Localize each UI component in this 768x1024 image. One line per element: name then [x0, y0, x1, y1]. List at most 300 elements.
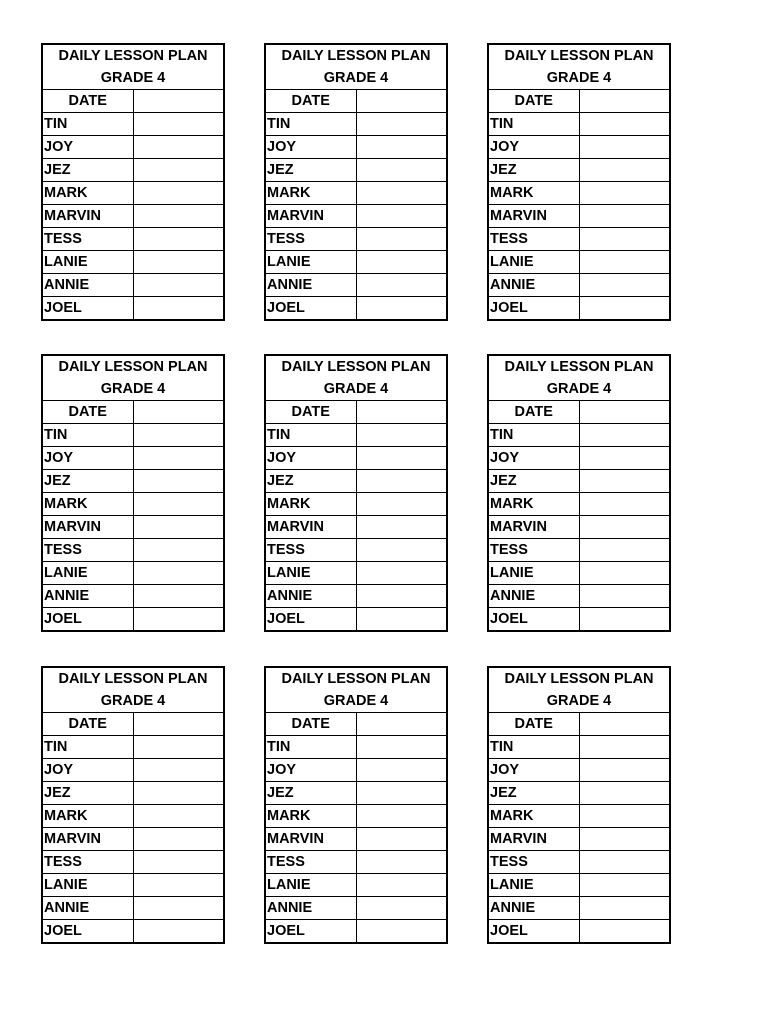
- plan-title: DAILY LESSON PLAN: [42, 667, 224, 690]
- student-name: ANNIE: [265, 274, 356, 297]
- grade-row: [265, 690, 447, 713]
- lesson-plan-table: [41, 354, 225, 632]
- student-entry-cell[interactable]: [356, 470, 447, 493]
- student-row: [488, 424, 670, 447]
- student-entry-cell[interactable]: [133, 136, 224, 159]
- student-row: [488, 828, 670, 851]
- student-entry-cell[interactable]: [356, 759, 447, 782]
- student-entry-cell[interactable]: [133, 470, 224, 493]
- student-name: TIN: [265, 113, 356, 136]
- date-value-cell[interactable]: [356, 713, 447, 736]
- student-entry-cell[interactable]: [579, 205, 670, 228]
- student-row: [265, 136, 447, 159]
- student-row: [265, 447, 447, 470]
- student-name: TESS: [42, 228, 133, 251]
- student-row: [265, 516, 447, 539]
- student-row: [488, 608, 670, 632]
- student-entry-cell[interactable]: [579, 297, 670, 321]
- student-entry-cell[interactable]: [356, 182, 447, 205]
- student-name: TESS: [265, 539, 356, 562]
- student-row: [265, 874, 447, 897]
- student-name: LANIE: [265, 251, 356, 274]
- student-name: TESS: [488, 228, 579, 251]
- student-row: [42, 447, 224, 470]
- student-entry-cell[interactable]: [356, 562, 447, 585]
- student-entry-cell[interactable]: [133, 228, 224, 251]
- student-row: [265, 851, 447, 874]
- student-row: [488, 539, 670, 562]
- grade-label: GRADE 4: [265, 67, 447, 90]
- grade-row: [488, 378, 670, 401]
- student-row: [488, 851, 670, 874]
- date-value-cell[interactable]: [579, 713, 670, 736]
- student-row: [265, 562, 447, 585]
- student-row: [42, 182, 224, 205]
- student-row: [42, 736, 224, 759]
- student-row: [42, 424, 224, 447]
- student-row: [488, 782, 670, 805]
- lesson-plan-table: [264, 666, 448, 944]
- student-name: MARK: [488, 182, 579, 205]
- grade-row: [42, 67, 224, 90]
- title-row: [488, 44, 670, 67]
- student-entry-cell[interactable]: [579, 424, 670, 447]
- student-entry-cell[interactable]: [133, 874, 224, 897]
- student-entry-cell[interactable]: [356, 447, 447, 470]
- student-entry-cell[interactable]: [579, 113, 670, 136]
- student-name: LANIE: [488, 562, 579, 585]
- student-row: [265, 493, 447, 516]
- student-entry-cell[interactable]: [356, 516, 447, 539]
- student-entry-cell[interactable]: [579, 585, 670, 608]
- student-row: [265, 736, 447, 759]
- student-row: [42, 920, 224, 944]
- student-entry-cell[interactable]: [133, 539, 224, 562]
- student-name: MARVIN: [42, 828, 133, 851]
- student-entry-cell[interactable]: [133, 493, 224, 516]
- student-name: TIN: [488, 424, 579, 447]
- student-entry-cell[interactable]: [133, 782, 224, 805]
- student-entry-cell[interactable]: [356, 274, 447, 297]
- student-name: ANNIE: [42, 897, 133, 920]
- date-label: DATE: [265, 401, 356, 424]
- student-name: JOEL: [265, 297, 356, 321]
- student-entry-cell[interactable]: [579, 182, 670, 205]
- student-entry-cell[interactable]: [133, 851, 224, 874]
- student-name: MARK: [42, 805, 133, 828]
- student-name: LANIE: [42, 251, 133, 274]
- student-row: [488, 447, 670, 470]
- student-row: [265, 782, 447, 805]
- student-row: [265, 539, 447, 562]
- date-label: DATE: [488, 401, 579, 424]
- student-entry-cell[interactable]: [579, 447, 670, 470]
- student-name: MARK: [265, 805, 356, 828]
- student-name: LANIE: [488, 251, 579, 274]
- student-name: MARK: [488, 805, 579, 828]
- student-name: LANIE: [488, 874, 579, 897]
- student-entry-cell[interactable]: [356, 585, 447, 608]
- student-name: JOY: [265, 759, 356, 782]
- student-name: TIN: [42, 736, 133, 759]
- student-row: [42, 759, 224, 782]
- date-label: DATE: [265, 713, 356, 736]
- student-name: TESS: [488, 539, 579, 562]
- student-row: [488, 136, 670, 159]
- student-entry-cell[interactable]: [133, 274, 224, 297]
- title-row: [488, 355, 670, 378]
- student-name: JOY: [265, 136, 356, 159]
- student-entry-cell[interactable]: [579, 470, 670, 493]
- student-entry-cell[interactable]: [356, 851, 447, 874]
- plan-title: DAILY LESSON PLAN: [42, 355, 224, 378]
- student-entry-cell[interactable]: [356, 297, 447, 321]
- title-row: [265, 44, 447, 67]
- student-name: TIN: [42, 424, 133, 447]
- date-label: DATE: [42, 90, 133, 113]
- student-entry-cell[interactable]: [133, 159, 224, 182]
- title-row: [488, 667, 670, 690]
- student-row: [488, 251, 670, 274]
- student-row: [488, 920, 670, 944]
- lesson-plan-table: [487, 43, 671, 321]
- student-name: TIN: [265, 736, 356, 759]
- student-entry-cell[interactable]: [356, 736, 447, 759]
- student-row: [42, 585, 224, 608]
- student-name: TESS: [488, 851, 579, 874]
- date-row: [42, 401, 224, 424]
- student-row: [488, 182, 670, 205]
- student-row: [488, 874, 670, 897]
- student-row: [265, 470, 447, 493]
- student-name: JOEL: [42, 920, 133, 944]
- grade-label: GRADE 4: [265, 378, 447, 401]
- student-name: JOEL: [488, 297, 579, 321]
- student-entry-cell[interactable]: [133, 297, 224, 321]
- student-row: [265, 920, 447, 944]
- student-name: ANNIE: [42, 274, 133, 297]
- date-label: DATE: [265, 90, 356, 113]
- student-entry-cell[interactable]: [356, 136, 447, 159]
- student-entry-cell[interactable]: [133, 805, 224, 828]
- student-row: [42, 274, 224, 297]
- student-name: JEZ: [488, 782, 579, 805]
- student-row: [42, 470, 224, 493]
- grade-row: [488, 690, 670, 713]
- student-entry-cell[interactable]: [579, 539, 670, 562]
- lesson-plan-table: [487, 666, 671, 944]
- student-row: [42, 297, 224, 321]
- student-entry-cell[interactable]: [133, 251, 224, 274]
- student-name: MARVIN: [265, 828, 356, 851]
- student-name: ANNIE: [265, 897, 356, 920]
- date-label: DATE: [488, 713, 579, 736]
- date-row: [265, 90, 447, 113]
- student-entry-cell[interactable]: [356, 874, 447, 897]
- student-name: JOY: [42, 759, 133, 782]
- student-entry-cell[interactable]: [579, 897, 670, 920]
- grade-row: [42, 690, 224, 713]
- date-value-cell[interactable]: [356, 90, 447, 113]
- plan-title: DAILY LESSON PLAN: [265, 667, 447, 690]
- date-row: [265, 401, 447, 424]
- student-name: JEZ: [488, 159, 579, 182]
- student-entry-cell[interactable]: [133, 759, 224, 782]
- student-row: [42, 113, 224, 136]
- student-entry-cell[interactable]: [356, 424, 447, 447]
- student-name: JOEL: [265, 608, 356, 632]
- student-name: JEZ: [42, 782, 133, 805]
- student-row: [42, 159, 224, 182]
- student-row: [42, 228, 224, 251]
- student-entry-cell[interactable]: [356, 608, 447, 632]
- student-row: [42, 782, 224, 805]
- student-name: JOEL: [42, 297, 133, 321]
- student-row: [488, 736, 670, 759]
- date-row: [488, 90, 670, 113]
- student-row: [488, 562, 670, 585]
- lesson-plan-table: [41, 666, 225, 944]
- student-entry-cell[interactable]: [579, 851, 670, 874]
- student-entry-cell[interactable]: [133, 897, 224, 920]
- student-name: TIN: [488, 113, 579, 136]
- student-row: [265, 274, 447, 297]
- date-row: [42, 713, 224, 736]
- grade-row: [42, 378, 224, 401]
- student-entry-cell[interactable]: [356, 159, 447, 182]
- student-name: TESS: [265, 851, 356, 874]
- student-name: TESS: [42, 851, 133, 874]
- student-name: JOY: [42, 447, 133, 470]
- plan-title: DAILY LESSON PLAN: [265, 355, 447, 378]
- plan-title: DAILY LESSON PLAN: [265, 44, 447, 67]
- student-row: [265, 228, 447, 251]
- student-row: [42, 493, 224, 516]
- student-name: JEZ: [265, 470, 356, 493]
- student-row: [42, 874, 224, 897]
- student-row: [265, 424, 447, 447]
- student-row: [265, 297, 447, 321]
- student-row: [265, 897, 447, 920]
- student-name: ANNIE: [265, 585, 356, 608]
- student-name: JOEL: [488, 608, 579, 632]
- student-entry-cell[interactable]: [356, 805, 447, 828]
- student-entry-cell[interactable]: [579, 782, 670, 805]
- lesson-plan-table: [41, 43, 225, 321]
- student-name: JOEL: [265, 920, 356, 944]
- student-entry-cell[interactable]: [356, 539, 447, 562]
- student-entry-cell[interactable]: [356, 493, 447, 516]
- student-row: [42, 516, 224, 539]
- student-row: [488, 113, 670, 136]
- student-entry-cell[interactable]: [579, 493, 670, 516]
- grade-label: GRADE 4: [42, 690, 224, 713]
- student-name: ANNIE: [42, 585, 133, 608]
- student-row: [42, 805, 224, 828]
- date-value-cell[interactable]: [579, 401, 670, 424]
- date-label: DATE: [488, 90, 579, 113]
- date-row: [488, 401, 670, 424]
- student-row: [42, 608, 224, 632]
- student-entry-cell[interactable]: [579, 920, 670, 944]
- student-name: JEZ: [42, 470, 133, 493]
- grade-label: GRADE 4: [42, 67, 224, 90]
- student-row: [265, 608, 447, 632]
- student-entry-cell[interactable]: [133, 182, 224, 205]
- date-value-cell[interactable]: [356, 401, 447, 424]
- student-entry-cell[interactable]: [579, 828, 670, 851]
- title-row: [42, 44, 224, 67]
- date-row: [488, 713, 670, 736]
- student-row: [42, 539, 224, 562]
- student-name: LANIE: [265, 874, 356, 897]
- student-row: [488, 516, 670, 539]
- student-name: ANNIE: [488, 274, 579, 297]
- student-row: [488, 205, 670, 228]
- date-label: DATE: [42, 401, 133, 424]
- grade-label: GRADE 4: [42, 378, 224, 401]
- grade-row: [265, 378, 447, 401]
- student-entry-cell[interactable]: [356, 782, 447, 805]
- student-row: [488, 897, 670, 920]
- student-entry-cell[interactable]: [133, 205, 224, 228]
- grade-label: GRADE 4: [488, 378, 670, 401]
- student-name: MARK: [42, 182, 133, 205]
- student-entry-cell[interactable]: [133, 585, 224, 608]
- student-name: ANNIE: [488, 897, 579, 920]
- student-row: [42, 828, 224, 851]
- student-entry-cell[interactable]: [579, 159, 670, 182]
- student-row: [488, 493, 670, 516]
- student-entry-cell[interactable]: [356, 251, 447, 274]
- student-entry-cell[interactable]: [356, 828, 447, 851]
- student-entry-cell[interactable]: [356, 228, 447, 251]
- date-row: [265, 713, 447, 736]
- student-name: LANIE: [265, 562, 356, 585]
- student-row: [265, 251, 447, 274]
- lesson-plan-table: [487, 354, 671, 632]
- lesson-plan-table: [264, 354, 448, 632]
- student-row: [488, 228, 670, 251]
- student-name: JOY: [265, 447, 356, 470]
- plan-title: DAILY LESSON PLAN: [42, 44, 224, 67]
- student-name: MARVIN: [488, 828, 579, 851]
- title-row: [42, 355, 224, 378]
- student-entry-cell[interactable]: [133, 562, 224, 585]
- title-row: [265, 355, 447, 378]
- student-entry-cell[interactable]: [133, 447, 224, 470]
- date-value-cell[interactable]: [579, 90, 670, 113]
- student-name: MARVIN: [488, 516, 579, 539]
- student-name: TIN: [42, 113, 133, 136]
- student-entry-cell[interactable]: [579, 805, 670, 828]
- student-row: [488, 297, 670, 321]
- student-row: [488, 585, 670, 608]
- grade-label: GRADE 4: [265, 690, 447, 713]
- student-name: MARVIN: [488, 205, 579, 228]
- student-row: [488, 274, 670, 297]
- student-row: [265, 759, 447, 782]
- student-entry-cell[interactable]: [579, 759, 670, 782]
- student-name: JOY: [488, 136, 579, 159]
- student-row: [265, 585, 447, 608]
- student-entry-cell[interactable]: [356, 897, 447, 920]
- grade-label: GRADE 4: [488, 67, 670, 90]
- student-entry-cell[interactable]: [579, 516, 670, 539]
- student-row: [42, 897, 224, 920]
- plan-title: DAILY LESSON PLAN: [488, 44, 670, 67]
- student-name: JOEL: [42, 608, 133, 632]
- student-row: [488, 759, 670, 782]
- student-row: [265, 113, 447, 136]
- student-name: MARK: [265, 493, 356, 516]
- student-entry-cell[interactable]: [579, 136, 670, 159]
- date-label: DATE: [42, 713, 133, 736]
- student-name: MARVIN: [42, 516, 133, 539]
- student-name: JOY: [488, 759, 579, 782]
- student-name: JOY: [488, 447, 579, 470]
- student-name: MARK: [42, 493, 133, 516]
- student-entry-cell[interactable]: [133, 920, 224, 944]
- student-row: [488, 470, 670, 493]
- student-name: TIN: [488, 736, 579, 759]
- student-name: ANNIE: [488, 585, 579, 608]
- student-name: TESS: [42, 539, 133, 562]
- student-entry-cell[interactable]: [356, 920, 447, 944]
- date-row: [42, 90, 224, 113]
- student-row: [265, 205, 447, 228]
- student-entry-cell[interactable]: [356, 113, 447, 136]
- student-row: [488, 805, 670, 828]
- student-name: JOEL: [488, 920, 579, 944]
- student-entry-cell[interactable]: [579, 874, 670, 897]
- student-entry-cell[interactable]: [356, 205, 447, 228]
- student-entry-cell[interactable]: [133, 113, 224, 136]
- student-name: TESS: [265, 228, 356, 251]
- student-entry-cell[interactable]: [133, 424, 224, 447]
- plan-title: DAILY LESSON PLAN: [488, 667, 670, 690]
- student-entry-cell[interactable]: [579, 228, 670, 251]
- date-value-cell[interactable]: [133, 401, 224, 424]
- student-entry-cell[interactable]: [133, 828, 224, 851]
- student-entry-cell[interactable]: [133, 608, 224, 632]
- student-name: JEZ: [488, 470, 579, 493]
- student-entry-cell[interactable]: [579, 251, 670, 274]
- grade-row: [488, 67, 670, 90]
- student-name: TIN: [265, 424, 356, 447]
- student-row: [265, 828, 447, 851]
- student-entry-cell[interactable]: [133, 516, 224, 539]
- student-name: MARK: [488, 493, 579, 516]
- student-row: [265, 805, 447, 828]
- student-row: [42, 205, 224, 228]
- date-value-cell[interactable]: [133, 713, 224, 736]
- student-row: [42, 562, 224, 585]
- student-entry-cell[interactable]: [579, 608, 670, 632]
- title-row: [42, 667, 224, 690]
- student-entry-cell[interactable]: [133, 736, 224, 759]
- student-name: MARVIN: [265, 516, 356, 539]
- date-value-cell[interactable]: [133, 90, 224, 113]
- student-entry-cell[interactable]: [579, 274, 670, 297]
- student-row: [42, 136, 224, 159]
- student-row: [42, 251, 224, 274]
- student-entry-cell[interactable]: [579, 736, 670, 759]
- student-row: [488, 159, 670, 182]
- student-entry-cell[interactable]: [579, 562, 670, 585]
- student-row: [265, 182, 447, 205]
- student-name: JOY: [42, 136, 133, 159]
